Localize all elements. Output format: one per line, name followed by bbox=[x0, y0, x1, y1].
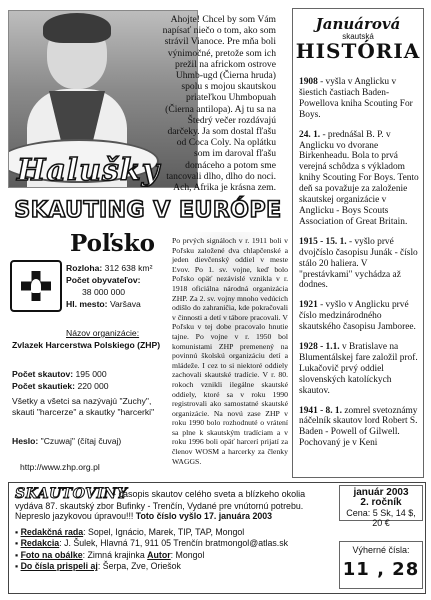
history-title-mid: skautská bbox=[342, 32, 374, 41]
member-counts bbox=[12, 368, 109, 392]
history-text: v Bratislave na Blumentálskej fare založil prof. Lukačovič prvý oddiel slovenských katolíckych skautov. bbox=[299, 342, 418, 396]
history-date: 1941 - 8. 1. bbox=[299, 405, 342, 416]
history-title-top: Januárová bbox=[315, 15, 401, 33]
country-name: Poľsko bbox=[70, 230, 155, 257]
publisher-line: Nepreslo jazykovou úpravou!!! Toto číslo vyšlo 17. januára 2003 bbox=[15, 511, 273, 522]
org-url[interactable]: http://www.zhp.org.pl bbox=[20, 462, 100, 472]
issue-box bbox=[339, 485, 423, 528]
halusky-paragraph: Ahojte! Chcel by som Vám napísať niečo o tom, ako som strávil Vianoce. Pre mňa boli výnimočné, pretože som ich prežil na africkom ostrove Uhmb-ugd (Čierna hruda) spolu s mojou skautskou priateľkou Uhmbopuah (Čierna antilopa). Aj tu sa na Štedrý večer rozdávajú darčeky. Ja som dostal fľašu od Coca Coly. Na oplátku som im daroval fľašu domáceho a potom sme tancovali dlho, dlho do noci. Ach, Afrika je krásna zem. bbox=[162, 14, 276, 194]
history-column bbox=[292, 8, 424, 478]
history-entry bbox=[299, 77, 419, 121]
history-date: 1908 bbox=[299, 77, 318, 87]
issue-year: 2. ročník bbox=[360, 497, 402, 508]
history-text: - vyšlo v Anglicku prvé číslo medzinárodného skautského časopisu Jamboree. bbox=[299, 300, 416, 333]
history-date: 1928 - 1.1. bbox=[299, 342, 340, 353]
credit-row: ▪ Do čísla prispeli aj: Šerpa, Zve, Oriešok bbox=[15, 561, 181, 572]
fact-row: 38 000 000 bbox=[82, 287, 126, 297]
imprint-box bbox=[8, 482, 426, 594]
history-title-bottom: HISTÓRIA bbox=[295, 39, 421, 63]
country-facts bbox=[66, 262, 152, 310]
history-text: - prednášal B. P. v Anglicku vo dvorane Birkenheadu. Bola to prvá verejná schôdza s výkladom knihy Scouting For Boys. Tento deň sa považuje za založenie skautskej organizácie v Anglicku - Boys Scouts Association of Great Britain. bbox=[299, 129, 419, 227]
credit-row: ▪ Redakcia: J. Šulek, Hlavná 71, 911 05 Trenčín bratmongol@atlas.sk bbox=[15, 538, 289, 549]
org-name: Zvlazek Harcerstwa Polskiego (ZHP) bbox=[12, 340, 161, 350]
lily-icon bbox=[31, 279, 41, 293]
count-row: Počet skautiek: 220 000 bbox=[12, 381, 109, 391]
credit-row: ▪ Foto na obálke: Zimná krajinka Autor: Mongol bbox=[15, 549, 205, 560]
member-names: Všetky a všetci sa nazývajú "Zuchy", skauti "harcerze" a skautky "harcerki" bbox=[12, 396, 155, 417]
photo-hair bbox=[43, 13, 111, 43]
europe-section-title: SKAUTING V EURÓPE bbox=[14, 198, 282, 223]
country-article: Po prvých signáloch v r. 1911 boli v Poľsku založené dva chlapčenské a jeden dievčenský oddiel v meste Ľvov. Po 1. sv. vojne, keď bolo Poľsko opäť nezávislé vznikla v r. 1918 oficiálna národná organizácia ZHP. Za 2. sv. vojny mnoho vedúcich odišlo do zahraničia, kde pokračovali v činnosti a detí v tábore pracovali. V Poľsku v tej dobe pracovalo hnutie tajne. Po vojne v r. 1950 bol komunistami ZHP premenený na povinnú školskú organizáciu detí a mládeže. I cez to si niektoré oddiely zachovali skautské tradície. V r. 80. rokoch vznikli ilegálne skautské oddiely, ktoré sa v roku 1990 registrovali ako samostatné skautské organizácie. Na novú zase ZHP v roku 1990 bolo rozhodnuté o vrátení sa plne k skautským tradíciam a v roku 1996 boli opäť harcerí prijatí za členov WOSM a harcerky za členky WAGGS. bbox=[172, 236, 288, 466]
history-date: 1915 - 15. 1. bbox=[299, 236, 347, 247]
halusky-title: Halušky bbox=[17, 153, 161, 188]
count-row: Počet skautov: 195 000 bbox=[12, 369, 107, 379]
history-entry bbox=[299, 342, 419, 397]
winning-numbers-box bbox=[339, 541, 423, 589]
history-entry bbox=[299, 130, 419, 228]
fact-row: Hl. mesto: Varšava bbox=[66, 299, 141, 309]
zhp-emblem-icon bbox=[10, 260, 62, 312]
motto: Heslo: "Czuwaj" (čítaj čuvaj) bbox=[12, 436, 122, 446]
history-entry bbox=[299, 237, 419, 292]
org-label: Názov organizácie: bbox=[66, 328, 140, 338]
history-entry bbox=[299, 300, 419, 333]
halusky-text bbox=[160, 14, 276, 200]
history-date: 24. 1. bbox=[299, 129, 321, 140]
issue-price: Cena: 5 Sk, 14 $, 20 € bbox=[346, 508, 416, 528]
issue-month: január 2003 bbox=[353, 487, 409, 498]
history-header bbox=[293, 9, 423, 73]
magazine-tagline: - časopis skautov celého sveta a blízkeho okolia bbox=[113, 489, 306, 499]
fact-row: Počet obyvateľov: bbox=[66, 275, 141, 285]
history-entry bbox=[299, 406, 419, 450]
winning-numbers-label: Výherné čísla: bbox=[352, 545, 410, 555]
history-text: - vyšla v Anglicku v šiestich častiach Baden-Powellova kniha Scouting For Boys. bbox=[299, 77, 413, 120]
magazine-logo: SKAUTOVINY bbox=[15, 486, 128, 502]
credit-row: ▪ Redakčná rada: Sopel, Ignácio, Marek, TIP, TAP, Mongol bbox=[15, 527, 245, 537]
history-date: 1921 bbox=[299, 300, 318, 311]
publisher-info bbox=[15, 501, 335, 522]
winning-numbers-value: 11 , 28 bbox=[342, 559, 420, 580]
publisher-line: vydáva 87. skautský zbor Bufinky - Trenčín, Vydané pre vnútornú potrebu. bbox=[15, 501, 304, 511]
history-text: - vyšlo prvé dvojčíslo časopisu Junák - číslo stálo 20 haliera. V "prestávkami" vychádza až dodnes. bbox=[299, 236, 418, 291]
history-entries bbox=[299, 77, 419, 458]
credits bbox=[15, 527, 337, 573]
history-text: zomrel svetoznámy náčelník skautov lord Robert S. Baden - Powell of Gilwell. Pochovaný je v Keni bbox=[299, 405, 418, 449]
fact-row: Rozloha: 312 638 km² bbox=[66, 263, 153, 273]
country-box bbox=[8, 230, 170, 478]
